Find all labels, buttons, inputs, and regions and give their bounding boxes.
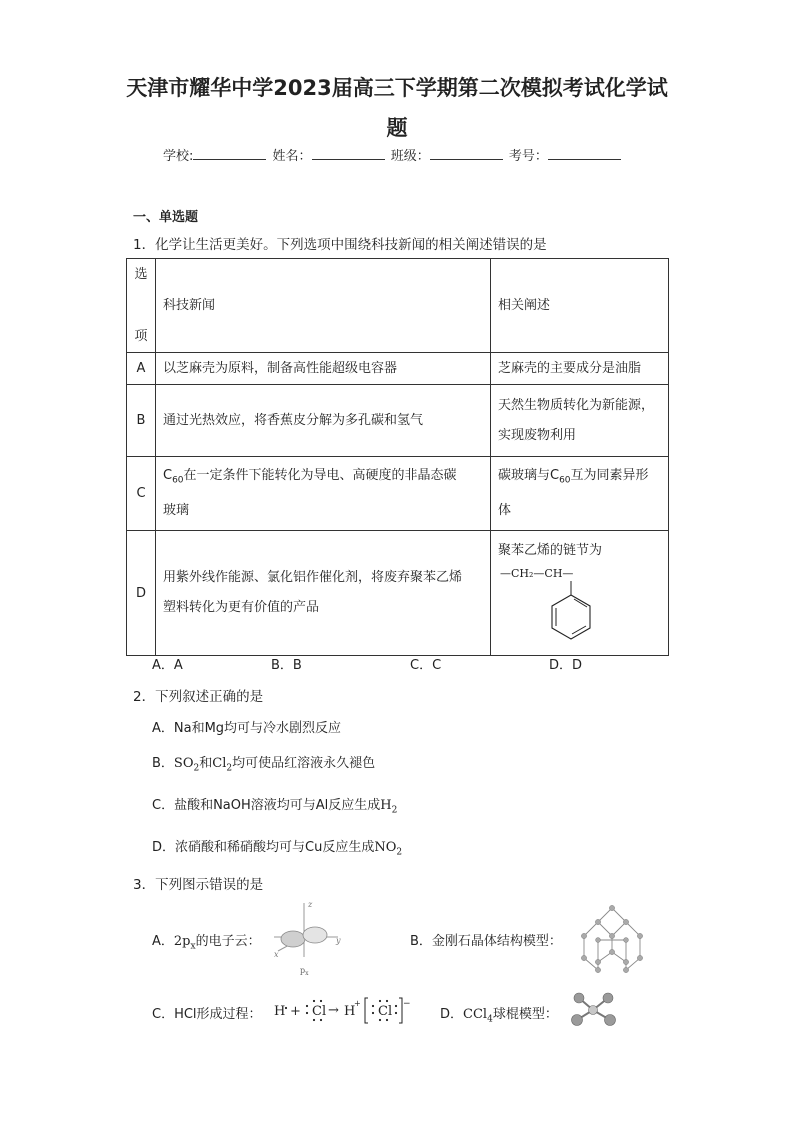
school-blank[interactable]: [193, 147, 266, 160]
q1-table: [126, 258, 669, 656]
q3-option-c[interactable]: C．HCl形成过程：: [152, 1007, 262, 1022]
header-desc: 相关阐述: [491, 259, 669, 353]
class-blank[interactable]: [430, 147, 503, 160]
svg-text:H: H: [274, 1004, 286, 1019]
header-option: 选 项: [127, 259, 156, 353]
number-label: 考号：: [508, 149, 548, 164]
svg-text:y: y: [336, 936, 341, 945]
hcl-formation-figure: [272, 993, 420, 1027]
q1-option-c[interactable]: C．C: [410, 658, 442, 673]
p-orbital-figure: [266, 895, 352, 977]
name-label: 姓名：: [272, 149, 312, 164]
svg-text:H: H: [344, 1004, 356, 1019]
number-blank[interactable]: [548, 147, 621, 160]
q3-option-b[interactable]: B．金刚石晶体结构模型：: [410, 934, 562, 949]
q3-option-d[interactable]: D．CCl$_4$球棍模型：: [440, 1007, 558, 1025]
ccl4-ball-stick-figure: [568, 990, 618, 1030]
svg-text:Cl: Cl: [312, 1004, 327, 1019]
school-label: 学校:: [163, 149, 194, 164]
table-row: B 通过光热效应，将香蕉皮分解为多孔碳和氢气 天然生物质转化为新能源， 实现废物利用: [127, 385, 669, 457]
q2-option-b[interactable]: B．$SO_2$和$Cl_2$均可使品红溶液永久褪色: [152, 756, 376, 774]
svg-text:Cl: Cl: [378, 1004, 393, 1019]
table-row: D 用紫外线作能源、氯化铝作催化剂，将废弃聚苯乙烯 塑料转化为更有价值的产品 聚苯乙烯的链节为 —CH₂—CH—: [127, 531, 669, 656]
polystyrene-structure: [498, 563, 618, 649]
q2-option-d[interactable]: D．浓硝酸和稀硝酸均可与Cu反应生成$NO_2$: [152, 840, 403, 858]
svg-text:−: −: [403, 999, 411, 1009]
table-row: A 以芝麻壳为原料，制备高性能超级电容器 芝麻壳的主要成分是油脂: [127, 353, 669, 385]
polystyrene-caption: 聚苯乙烯的链节为: [498, 543, 603, 558]
q1-option-d[interactable]: D．D: [549, 658, 583, 673]
svg-text:px: $p_x$: [300, 966, 309, 977]
title-line-1: 天津市耀华中学2023届高三下学期第二次模拟考试化学试: [126, 76, 668, 100]
table-row: C $C_{60}$在一定条件下能转化为导电、高硬度的非晶态碳 玻璃 碳玻璃与$C_{60}$互为同素异形 体: [127, 457, 669, 531]
svg-text:+: +: [354, 999, 361, 1008]
q1-option-a[interactable]: A．A: [152, 658, 183, 673]
class-label: 班级：: [390, 149, 430, 164]
student-info-line: [163, 145, 623, 164]
q3-stem: 3．下列图示错误的是: [133, 877, 264, 893]
q2-option-a[interactable]: A．Na和Mg均可与冷水剧烈反应: [152, 721, 342, 736]
table-header-row: [127, 259, 669, 353]
svg-text:z: z: [308, 900, 313, 909]
q2-option-c[interactable]: C．盐酸和NaOH溶液均可与Al反应生成$H_2$: [152, 798, 398, 816]
q1-stem: 1．化学让生活更美好。下列选项中围绕科技新闻的相关阐述错误的是: [133, 237, 547, 253]
svg-text:—CH₂—CH—: —CH₂—CH—: [500, 567, 574, 580]
svg-text:x: x: [274, 950, 279, 959]
svg-text:+: +: [290, 1004, 301, 1019]
name-blank[interactable]: [312, 147, 385, 160]
q2-stem: 2．下列叙述正确的是: [133, 689, 264, 705]
q3-option-a[interactable]: A．$2p_x$的电子云：: [152, 934, 261, 952]
title-line-2: 题: [386, 116, 408, 140]
q1-option-b[interactable]: B．B: [271, 658, 302, 673]
section-heading: 一、单选题: [133, 210, 199, 225]
header-news: 科技新闻: [156, 259, 491, 353]
diamond-structure-figure: [574, 900, 652, 978]
svg-text:→: →: [328, 1003, 339, 1018]
